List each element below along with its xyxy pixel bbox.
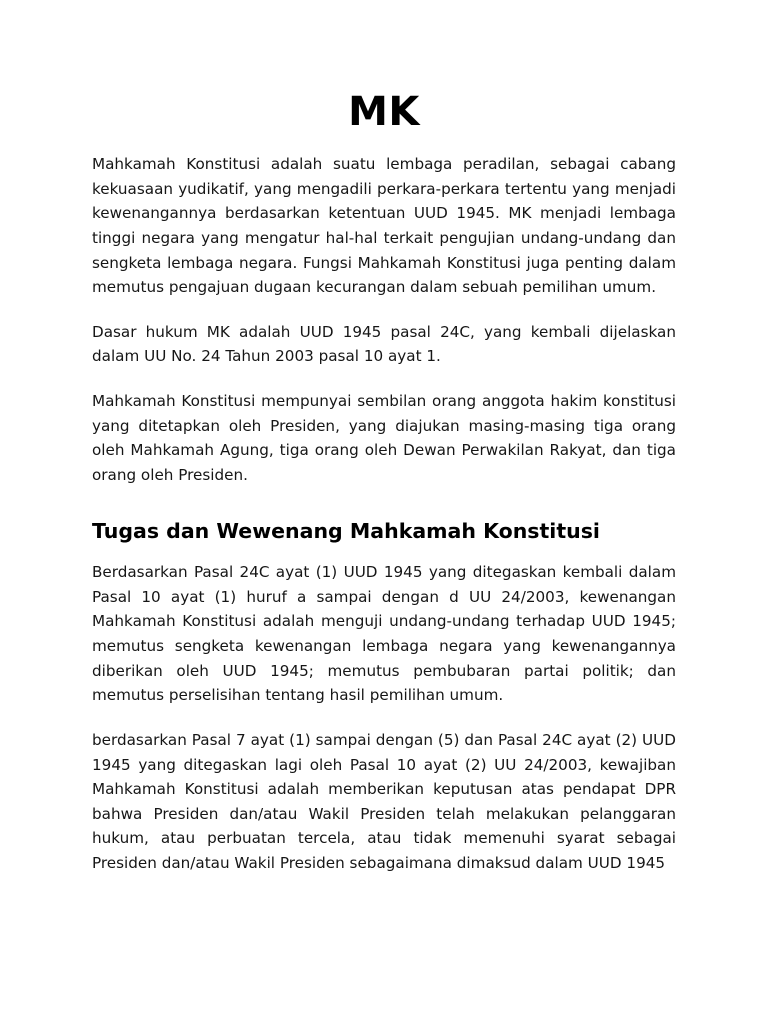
intro-paragraph-3: Mahkamah Konstitusi mempunyai sembilan orang anggota hakim konstitusi yang ditetapkan oleh Presiden, yang diajukan masing-masing tiga orang oleh Mahkamah Agung, tiga orang oleh Dewan Perwakilan Rakyat, dan tiga orang oleh Presiden. (92, 392, 676, 484)
section-heading-tugas-wewenang: Tugas dan Wewenang Mahkamah Konstitusi (92, 518, 600, 543)
intro-paragraph-1: Mahkamah Konstitusi adalah suatu lembaga peradilan, sebagai cabang kekuasaan yudikatif, yang mengadili perkara-perkara tertentu yang menjadi kewenangannya berdasarkan ketentuan UUD 1945. MK menjadi lembaga tinggi negara yang mengatur hal-hal terkait pengujian undang-undang dan sengketa lembaga negara. Fungsi Mahkamah Konstitusi juga penting dalam memutus pengajuan dugaan kecurangan dalam sebuah pemilihan umum. (92, 155, 676, 297)
section-paragraph-1: Berdasarkan Pasal 24C ayat (1) UUD 1945 yang ditegaskan kembali dalam Pasal 10 ayat (1) huruf a sampai dengan d UU 24/2003, kewenangan Mahkamah Konstitusi adalah menguji undang-undang terhadap UUD 1945; memutus sengketa kewenangan lembaga negara yang kewenangannya diberikan oleh UUD 1945; memutus pembubaran partai politik; dan memutus perselisihan tentang hasil pemilihan umum. (92, 563, 676, 705)
intro-paragraph-2: Dasar hukum MK adalah UUD 1945 pasal 24C, yang kembali dijelaskan dalam UU No. 24 Tahun 2003 pasal 10 ayat 1. (92, 322, 676, 366)
section-paragraph-2: berdasarkan Pasal 7 ayat (1) sampai dengan (5) dan Pasal 24C ayat (2) UUD 1945 yang ditegaskan lagi oleh Pasal 10 ayat (2) UU 24/2003, kewajiban Mahkamah Konstitusi adalah memberikan keputusan atas pendapat DPR bahwa Presiden dan/atau Wakil Presiden telah melakukan pelanggaran hukum, atau perbuatan tercela, atau tidak memenuhi syarat sebagai Presiden dan/atau Wakil Presiden sebagaimana dimaksud dalam UUD 1945 (92, 730, 676, 873)
page-title: MK (348, 89, 420, 135)
